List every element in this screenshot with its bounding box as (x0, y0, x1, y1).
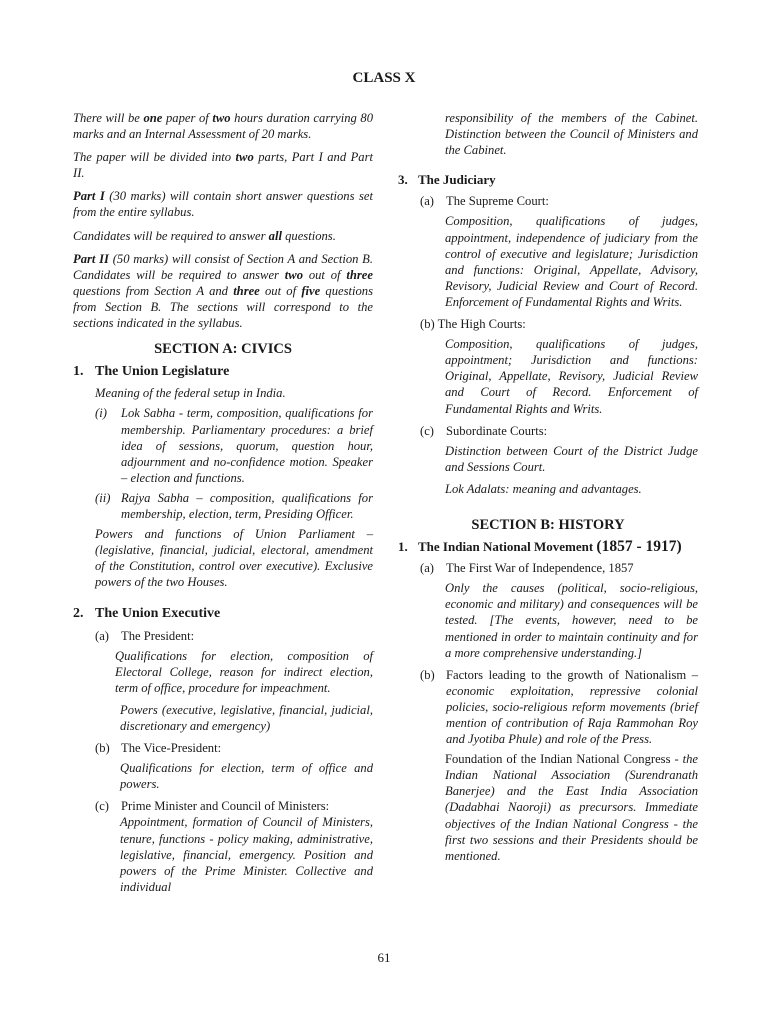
lok-sabha-item: (i) Lok Sabha - term, composition, qualifications for membership. Parliamentary procedures: a brief idea of sessions, quorum, question hour, adjournment and no-confidence motion. Speaker – election and functions. (95, 406, 373, 485)
prime-minister-item: (c) Prime Minister and Council of Ministers: (95, 799, 330, 814)
intro-paragraph-4: Candidates will be required to answer all questions. (73, 228, 336, 243)
left-column (73, 110, 373, 901)
lok-adalats-text: Lok Adalats: meaning and advantages. (445, 481, 642, 496)
page-number: 61 (377, 950, 391, 965)
supreme-court-item: (a) The Supreme Court: (420, 194, 549, 209)
topic-national-movement: 1. The Indian National Movement (1857 - 1917) (398, 538, 682, 556)
cabinet-responsibility-text: responsibility of the members of the Cabinet. Distinction between the Council of Ministers and the Cabinet. (445, 111, 698, 158)
section-b-heading: SECTION B: HISTORY (471, 516, 625, 533)
federal-setup-text: Meaning of the federal setup in India. (95, 386, 286, 401)
congress-foundation-text: Foundation of the Indian National Congress - the Indian National Association (Surendranath Banerjee) and the East India Association (Dadabhai Naoroji) as precursors. Immediate objectives of the Indian National Congress - the first two sessions and their Presidents should be mentioned. (445, 752, 698, 863)
intro-paragraph-1: There will be one paper of two hours duration carrying 80 marks and an Internal Assessment of 20 marks. (73, 111, 373, 142)
section-a-heading: SECTION A: CIVICS (154, 341, 292, 358)
intro-paragraph-3: Part I (30 marks) will contain short answer questions set from the entire syllabus. (73, 189, 373, 220)
intro-paragraph-5: Part II (50 marks) will consist of Section A and Section B. Candidates will be required to answer two out of three questions from Section A and three out of five questions from Section B. The sections will correspond to the sections indicated in the syllabus. (73, 251, 374, 331)
right-column (398, 110, 698, 870)
first-war-text: Only the causes (political, socio-religious, economic and military) and consequences will be tested. [The events, however, need to be mentioned in order to maintain continuity and for a more comprehensive understanding.] (445, 581, 698, 660)
topic-union-executive: 2. The Union Executive (73, 606, 221, 622)
subordinate-courts-item: (c) Subordinate Courts: (420, 423, 548, 438)
parliament-powers-text: Powers and functions of Union Parliament – (legislative, financial, judicial, electoral, amendment of the Constitution, control over executive). Exclusive powers of the two Houses. (95, 527, 373, 590)
president-item: (a) The President: (95, 628, 195, 643)
president-powers-text: Powers (executive, legislative, financial, judicial, discretionary and emergency) (120, 702, 373, 733)
vice-president-item: (b) The Vice-President: (95, 741, 222, 756)
intro-paragraph-2: The paper will be divided into two parts, Part I and Part II. (73, 150, 374, 181)
first-war-item: (a) The First War of Independence, 1857 (420, 561, 634, 576)
prime-minister-text: Appointment, formation of Council of Ministers, tenure, functions - policy making, administrative, legislative, financial, emergency. Position and powers of the Prime Minister. Collective and individual (120, 815, 373, 894)
high-courts-item: (b) The High Courts: (420, 317, 526, 332)
high-courts-text: Composition, qualifications of judges, appointment; Jurisdiction and functions: Original, Appellate, Revisory, Judicial Review and Court of Record. Enforcement of Fundamental Rights and Writs. (445, 337, 698, 416)
rajya-sabha-item: (ii) Rajya Sabha – composition, qualifications for membership, election, term, Presiding Officer. (95, 490, 373, 521)
topic-judiciary: 3. The Judiciary (398, 172, 496, 188)
president-qualifications-text: Qualifications for election, composition of Electoral College, reason for indirect election, term of office, procedure for impeachment. (115, 648, 373, 695)
topic-union-legislature: 1. The Union Legislature (73, 364, 230, 380)
page-title: CLASS X (352, 70, 416, 86)
district-court-text: Distinction between Court of the District Judge and Sessions Court. (445, 443, 698, 474)
vice-president-text: Qualifications for election, term of office and powers. (120, 761, 373, 792)
supreme-court-text: Composition, qualifications of judges, appointment, independence of judiciary from the control of executive and legislature; Jurisdiction and functions: Original, Appellate, Advisory, Revisory, Judicial Review and Court of Record. Enforcement of Fundamental Rights and Writs. (445, 214, 698, 309)
nationalism-item: (b) Factors leading to the growth of Nationalism – economic exploitation, repressive colonial policies, socio-religious reform movements (brief mention of contribution of Raja Rammohan Roy and Jyotiba Phule) and role of the Press. (420, 667, 698, 747)
